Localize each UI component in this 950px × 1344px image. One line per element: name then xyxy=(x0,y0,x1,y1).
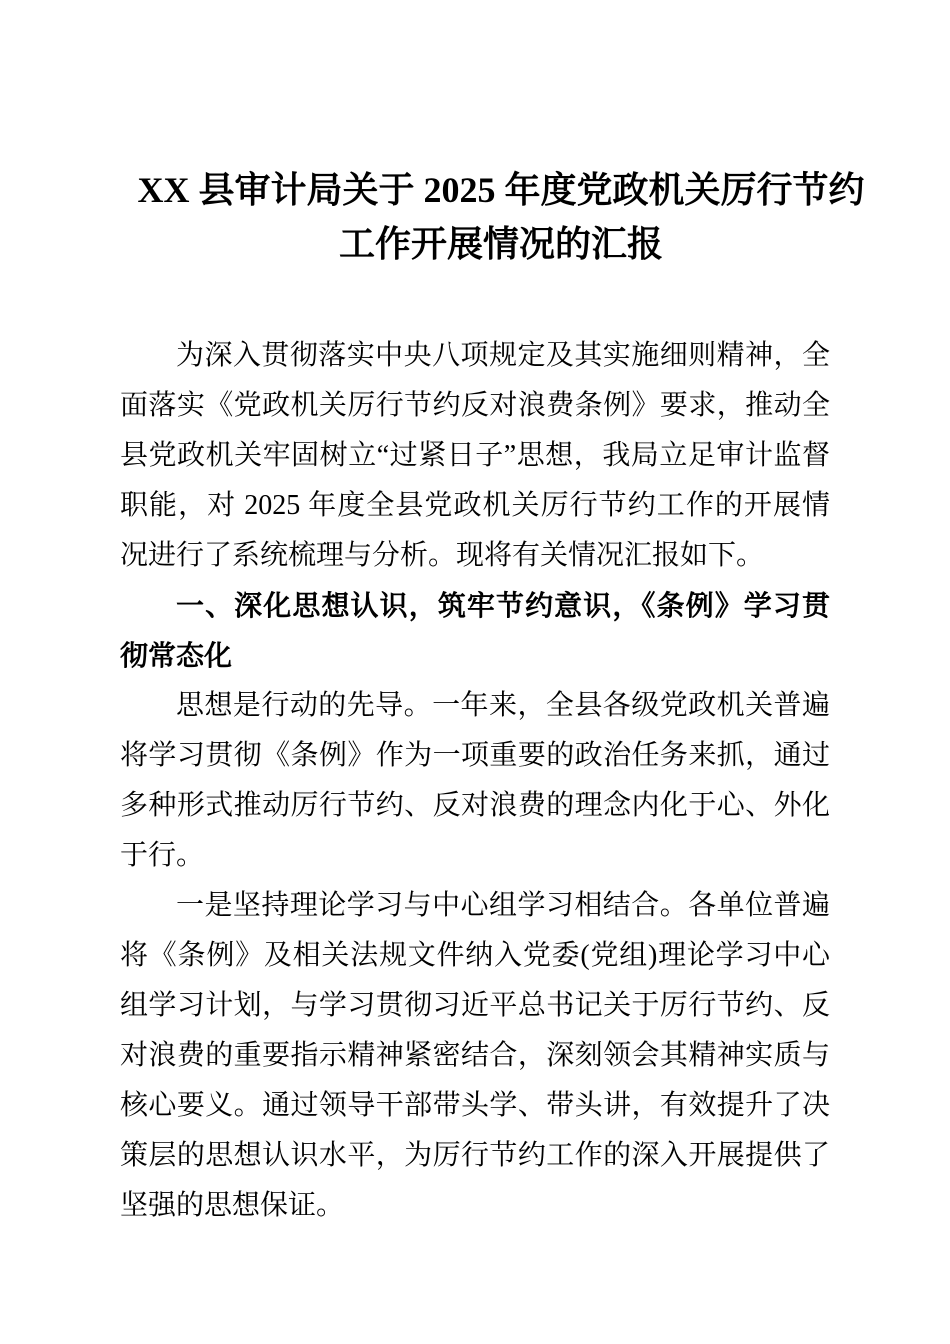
intro-paragraph: 为深入贯彻落实中央八项规定及其实施细则精神，全面落实《党政机关厉行节约反对浪费条例》要求，推动全县党政机关牢固树立“过紧日子”思想，我局立足审计监督职能，对 2025 年度全县党政机关厉行节约工作的开展情况进行了系统梳理与分析。现将有关情况汇报如下。 xyxy=(120,340,830,571)
section-1-paragraph-2: 一是坚持理论学习与中心组学习相结合。各单位普遍将《条例》及相关法规文件纳入党委(党组)理论学习中心组学习计划，与学习贯彻习近平总书记关于厉行节约、反对浪费的重要指示精神紧密结合，深刻领会其精神实质与核心要义。通过领导干部带头学、带头讲，有效提升了决策层的思想认识水平，为厉行节约工作的深入开展提供了坚强的思想保证。 xyxy=(120,890,830,1221)
section-1-paragraph-1: 思想是行动的先导。一年来，全县各级党政机关普遍将学习贯彻《条例》作为一项重要的政治任务来抓，通过多种形式推动厉行节约、反对浪费的理念内化于心、外化于行。 xyxy=(120,690,830,871)
section-1-heading: 一、深化思想认识，筑牢节约意识，《条例》学习贯彻常态化 xyxy=(120,590,830,671)
document-title: XX 县审计局关于 2025 年度党政机关厉行节约工作开展情况的汇报 xyxy=(137,170,865,264)
